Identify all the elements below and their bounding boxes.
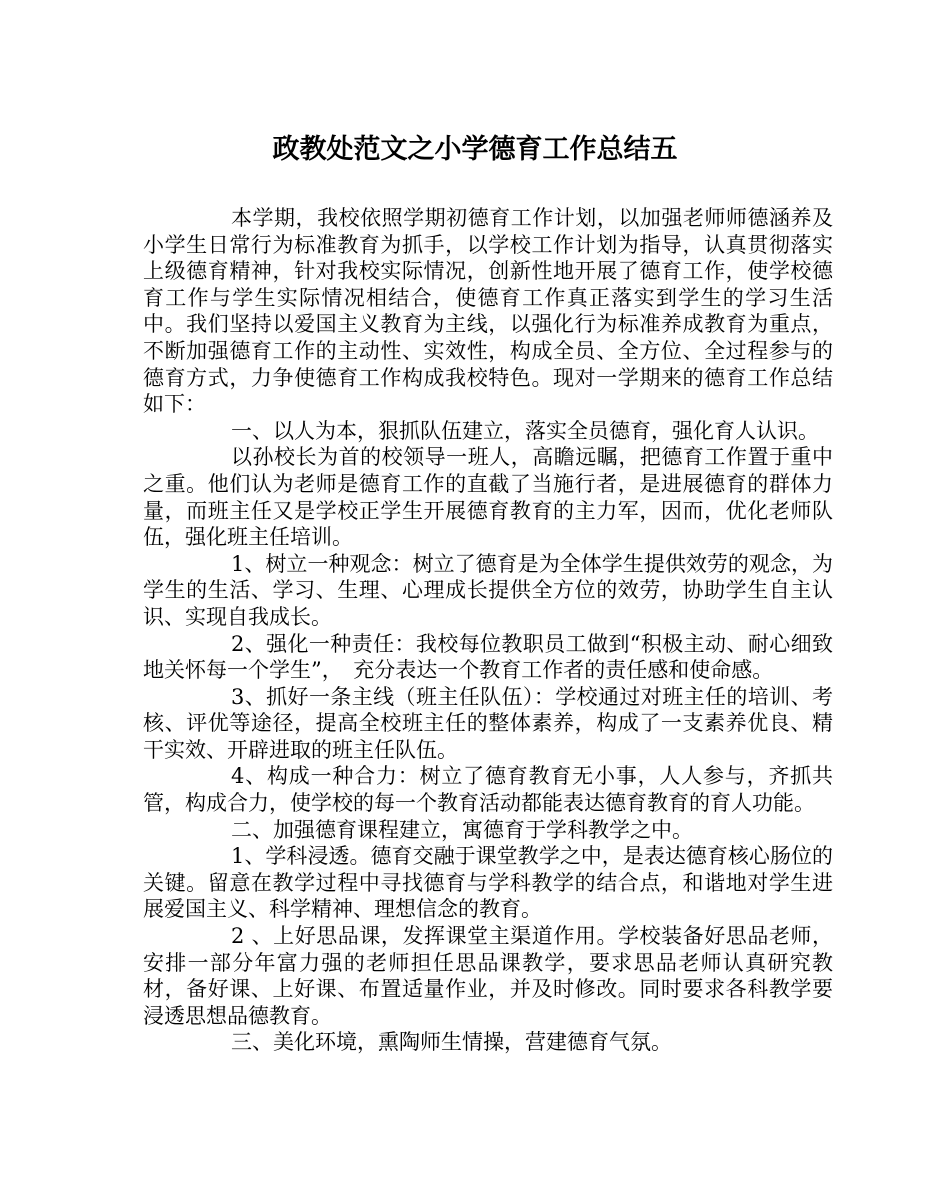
document-body <box>143 205 833 1056</box>
list-item: 2、强化一种责任：我校每位教职员工做到“积极主动、耐心细致地关怀每一个学生”， 充分表达一个教育工作者的责任感和使命感。 <box>143 631 833 683</box>
paragraph-intro: 本学期，我校依照学期初德育工作计划，以加强老师师德涵养及小学生日常行为标准教育为抓手，以学校工作计划为指导，认真贯彻落实上级德育精神，针对我校实际情况，创新性地开展了德育工作，使学校德育工作与学生实际情况相结合，使德育工作真正落实到学生的学习生活中。我们坚持以爱国主义教育为主线，以强化行为标准养成教育为重点，不断加强德育工作的主动性、实效性，构成全员、全方位、全过程参与的德育方式，力争使德育工作构成我校特色。现对一学期来的德育工作总结如下： <box>143 206 833 417</box>
section-heading-2: 二、加强德育课程建立，寓德育于学科教学之中。 <box>231 817 693 842</box>
list-item: 2 、上好思品课，发挥课堂主渠道作用。学校装备好思品老师，安排一部分年富力强的老师担任思品课教学，要求思品老师认真研究教材，备好课、上好课、布置适量作业，并及时修改。同时要求各科教学要浸透思想品德教育。 <box>143 924 833 1028</box>
section-heading-1: 一、以人为本，狠抓队伍建立，落实全员德育，强化育人认识。 <box>231 418 819 443</box>
section-heading-3: 三、美化环境，熏陶师生情操，营建德育气氛。 <box>231 1030 672 1055</box>
paragraph: 以孙校长为首的校领导一班人，高瞻远瞩，把德育工作置于重中之重。他们认为老师是德育工作的直截了当施行者，是进展德育的群体力量，而班主任又是学校正学生开展德育教育的主力军，因而，优化老师队伍，强化班主任培训。 <box>143 445 833 550</box>
list-item: 1、树立一种观念：树立了德育是为全体学生提供效劳的观念，为学生的生活、学习、生理、心理成长提供全方位的效劳，协助学生自主认识、实现自我成长。 <box>143 551 833 629</box>
document-title: 政教处范文之小学德育工作总结五 <box>272 134 678 165</box>
list-item: 3、抓好一条主线（班主任队伍）：学校通过对班主任的培训、考核、评优等途径，提高全校班主任的整体素养，构成了一支素养优良、精干实效、开辟进取的班主任队伍。 <box>143 684 833 762</box>
list-item: 1、学科浸透。德育交融于课堂教学之中，是表达德育核心肠位的关键。留意在教学过程中寻找德育与学科教学的结合点，和谐地对学生进展爱国主义、科学精神、理想信念的教育。 <box>143 844 833 922</box>
list-item: 4、构成一种合力：树立了德育教育无小事，人人参与，齐抓共管，构成合力，使学校的每一个教育活动都能表达德育教育的育人功能。 <box>143 764 833 816</box>
